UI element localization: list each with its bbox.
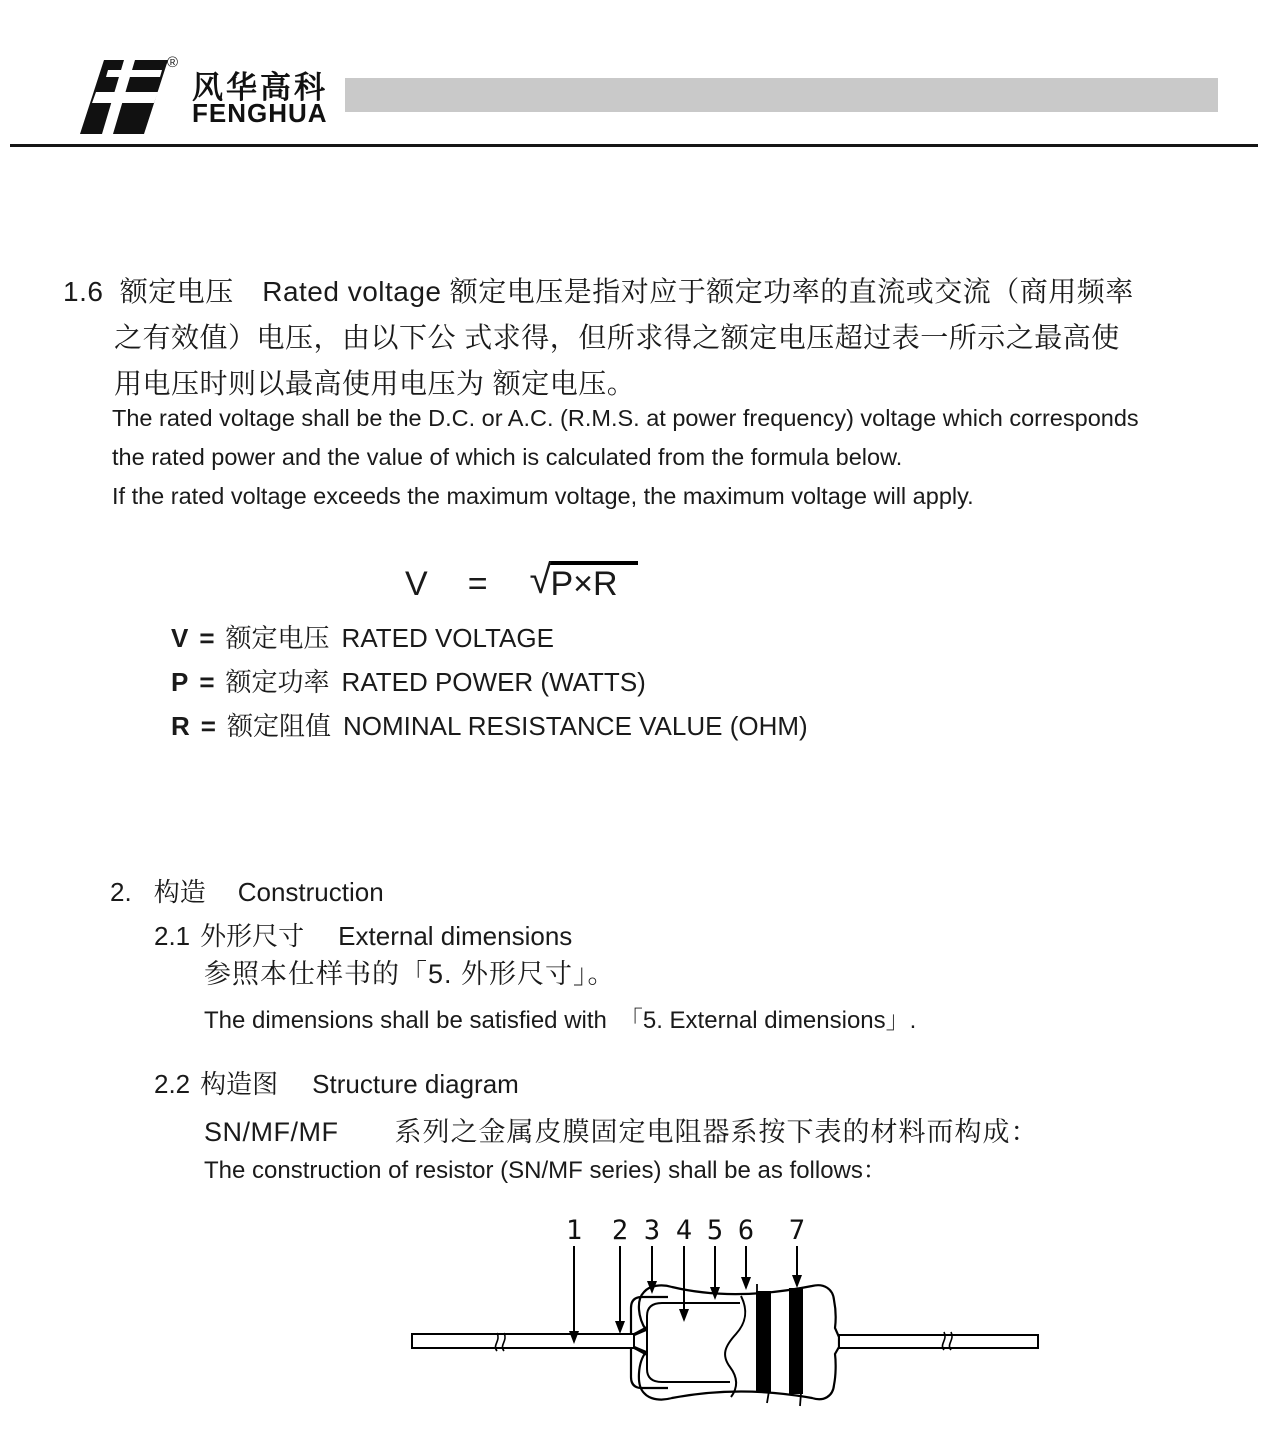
- sec16-cn-line-3: 用电压时则以最高使用电压为 额定电压。: [114, 368, 636, 399]
- resistor-structure-diagram: [400, 1205, 1060, 1439]
- definition-row-r: R = 额定阻值 NOMINAL RESISTANCE VALUE (OHM): [171, 711, 808, 741]
- definition-row-p: P = 额定功率 RATED POWER (WATTS): [171, 667, 646, 697]
- sec2-title-cn: 构造: [153, 877, 206, 907]
- ceramic-core: [647, 1303, 740, 1382]
- sec22-heading: [154, 1064, 519, 1101]
- brand-name-english: FENGHUA: [192, 98, 328, 128]
- label-4: 4: [675, 1215, 693, 1246]
- sec16-cn-line-1: 1.6 额定电压 Rated voltage 额定电压是指对应于额定功率的直流或交流（商用频率: [63, 276, 1134, 307]
- sec16-english-paragraph: [112, 399, 1139, 516]
- sec22-number: 2.2: [154, 1069, 191, 1099]
- sec16-number: 1.6: [63, 276, 104, 307]
- sec21-title-cn: 外形尺寸: [200, 921, 305, 951]
- sec22-body-en: The construction of resistor (SN/MF series) shall be as follows：: [204, 1157, 887, 1184]
- sec21-body-cn: 参照本仕样书的「5. 外形尺寸」。: [204, 959, 616, 989]
- sec22-title-en: Structure diagram: [312, 1069, 519, 1099]
- sec21-number: 2.1: [154, 921, 191, 951]
- right-lead-wire: [839, 1335, 1038, 1348]
- callout-labels: [566, 1215, 805, 1246]
- color-band-2: [789, 1288, 803, 1394]
- brand-name-chinese: 风华高科: [192, 70, 328, 105]
- sec21-heading: [154, 916, 572, 953]
- header-gray-bar: [345, 78, 1218, 112]
- sec16-cn-line-2: 之有效值）电压，由以下公 式求得，但所求得之额定电压超过表一所示之最高使: [114, 322, 1120, 353]
- sec21-body-en: The dimensions shall be satisfied with 「5. External dimensions」.: [204, 1007, 917, 1034]
- formula-equals: =: [467, 565, 488, 603]
- square-root-icon: √: [529, 558, 552, 602]
- label-1: 1: [565, 1215, 583, 1246]
- registered-trademark-icon: ®: [167, 54, 179, 71]
- formula-definitions: [171, 616, 808, 748]
- label-5: 5: [706, 1215, 724, 1246]
- series-name: SN/MF/MF: [204, 1117, 339, 1147]
- sec21-title-en: External dimensions: [338, 921, 573, 951]
- label-7: 7: [788, 1215, 806, 1246]
- left-lead-wire: [412, 1334, 634, 1348]
- sec2-heading: [110, 872, 384, 909]
- sec16-en-line-3: If the rated voltage exceeds the maximum voltage, the maximum voltage will apply.: [112, 483, 974, 509]
- formula-lhs: V: [405, 565, 428, 603]
- sec2-number: 2.: [110, 877, 132, 907]
- sec2-title-en: Construction: [237, 877, 384, 907]
- sec16-en-line-1: The rated voltage shall be the D.C. or A.C. (R.M.S. at power frequency) voltage which corresponds: [112, 405, 1139, 431]
- color-band-1: [756, 1291, 771, 1392]
- sec22-body-cn: SN/MF/MF 系列之金属皮膜固定电阻器系按下表的材料而构成：: [204, 1117, 1039, 1147]
- formula-radicand: P×R: [549, 561, 638, 604]
- label-2: 2: [611, 1215, 629, 1246]
- label-3: 3: [643, 1215, 661, 1246]
- definition-row-v: V = 额定电压 RATED VOLTAGE: [171, 623, 554, 653]
- header-divider-line: [10, 144, 1258, 147]
- header: [0, 0, 1273, 150]
- sec22-title-cn: 构造图: [200, 1069, 279, 1099]
- rated-voltage-formula: [405, 560, 638, 605]
- fenghua-logo-icon: [78, 58, 170, 136]
- sec16-en-line-2: the rated power and the value of which is calculated from the formula below.: [112, 444, 903, 470]
- label-6: 6: [737, 1215, 755, 1246]
